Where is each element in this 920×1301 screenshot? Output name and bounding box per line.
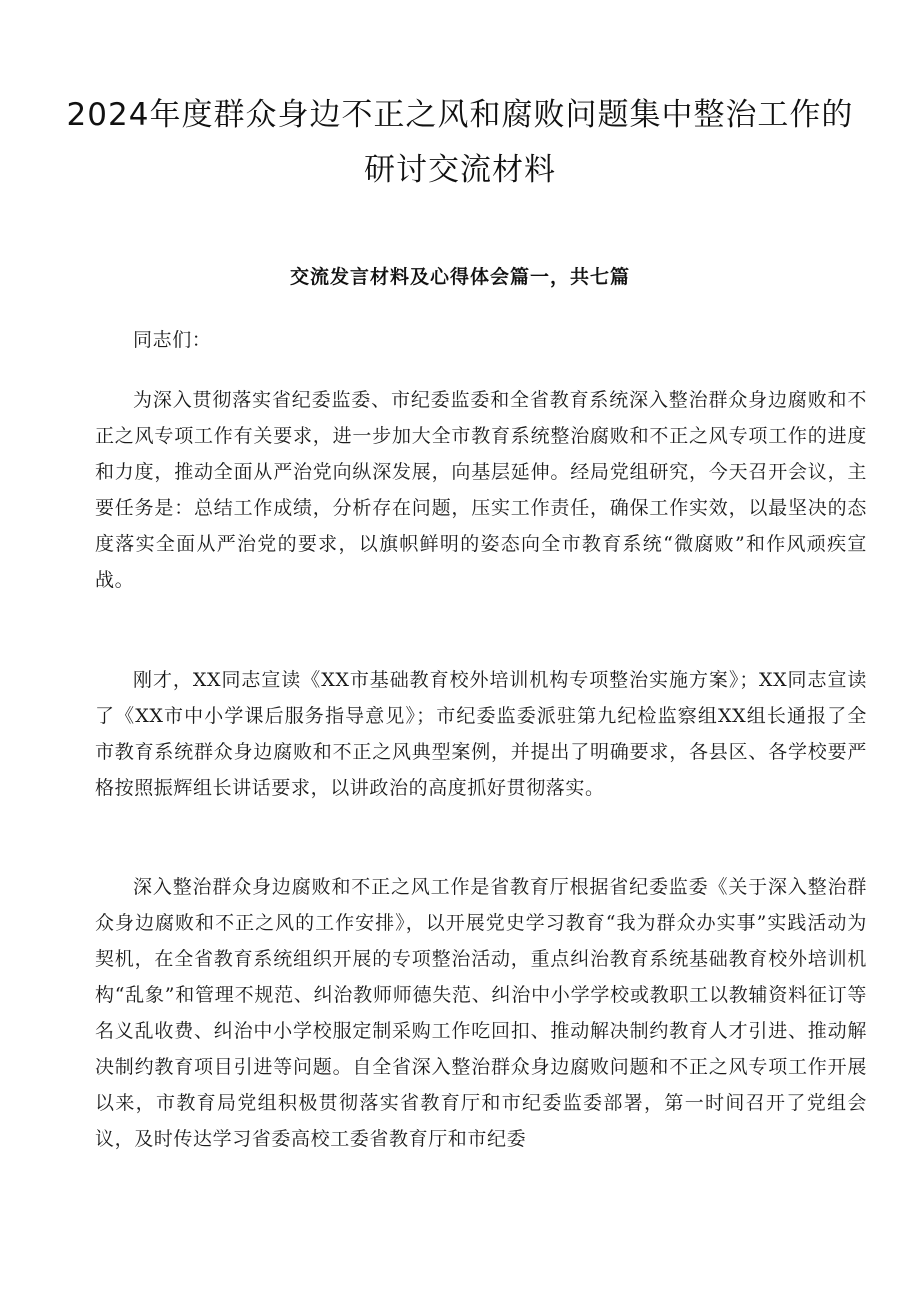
document-subtitle: 交流发言材料及心得体会篇一，共七篇 [289, 266, 630, 288]
greeting: 同志们： [133, 329, 212, 351]
paragraph-2: 刚才，XX同志宣读《XX市基础教育校外培训机构专项整治实施方案》；XX同志宣读了《XX市中小学课后服务指导意见》；市纪委监委派驻第九纪检监察组XX组长通报了全市教育系统群众身边腐败和不正之风典型案例，并提出了明确要求，各县区、各学校要严格按照振辉组长讲话要求，以讲政治的高度抓好贯彻落实。 [95, 669, 867, 799]
document-title: 2024年度群众身边不正之风和腐败问题集中整治工作的研讨交流材料 [66, 97, 854, 188]
paragraph-1: 为深入贯彻落实省纪委监委、市纪委监委和全省教育系统深入整治群众身边腐败和不正之风专项工作有关要求，进一步加大全市教育系统整治腐败和不正之风专项工作的进度和力度，推动全面从严治党向纵深发展，向基层延伸。经局党组研究，今天召开会议，主要任务是：总结工作成绩，分析存在问题，压实工作责任，确保工作实效，以最坚决的态度落实全面从严治党的要求，以旗帜鲜明的姿态向全市教育系统“微腐败”和作风顽疾宣战。 [95, 389, 867, 591]
paragraph-3: 深入整治群众身边腐败和不正之风工作是省教育厅根据省纪委监委《关于深入整治群众身边腐败和不正之风的工作安排》，以开展党史学习教育“我为群众办实事”实践活动为契机，在全省教育系统组织开展的专项整治活动，重点纠治教育系统基础教育校外培训机构“乱象”和管理不规范、纠治教师师德失范、纠治中小学学校或教职工以教辅资料征订等名义乱收费、纠治中小学校服定制采购工作吃回扣、推动解决制约教育人才引进、推动解决制约教育项目引进等问题。自全省深入整治群众身边腐败问题和不正之风专项工作开展以来，市教育局党组积极贯彻落实省教育厅和市纪委监委部署，第一时间召开了党组会议，及时传达学习省委高校工委省教育厅和市纪委 [95, 876, 867, 1150]
